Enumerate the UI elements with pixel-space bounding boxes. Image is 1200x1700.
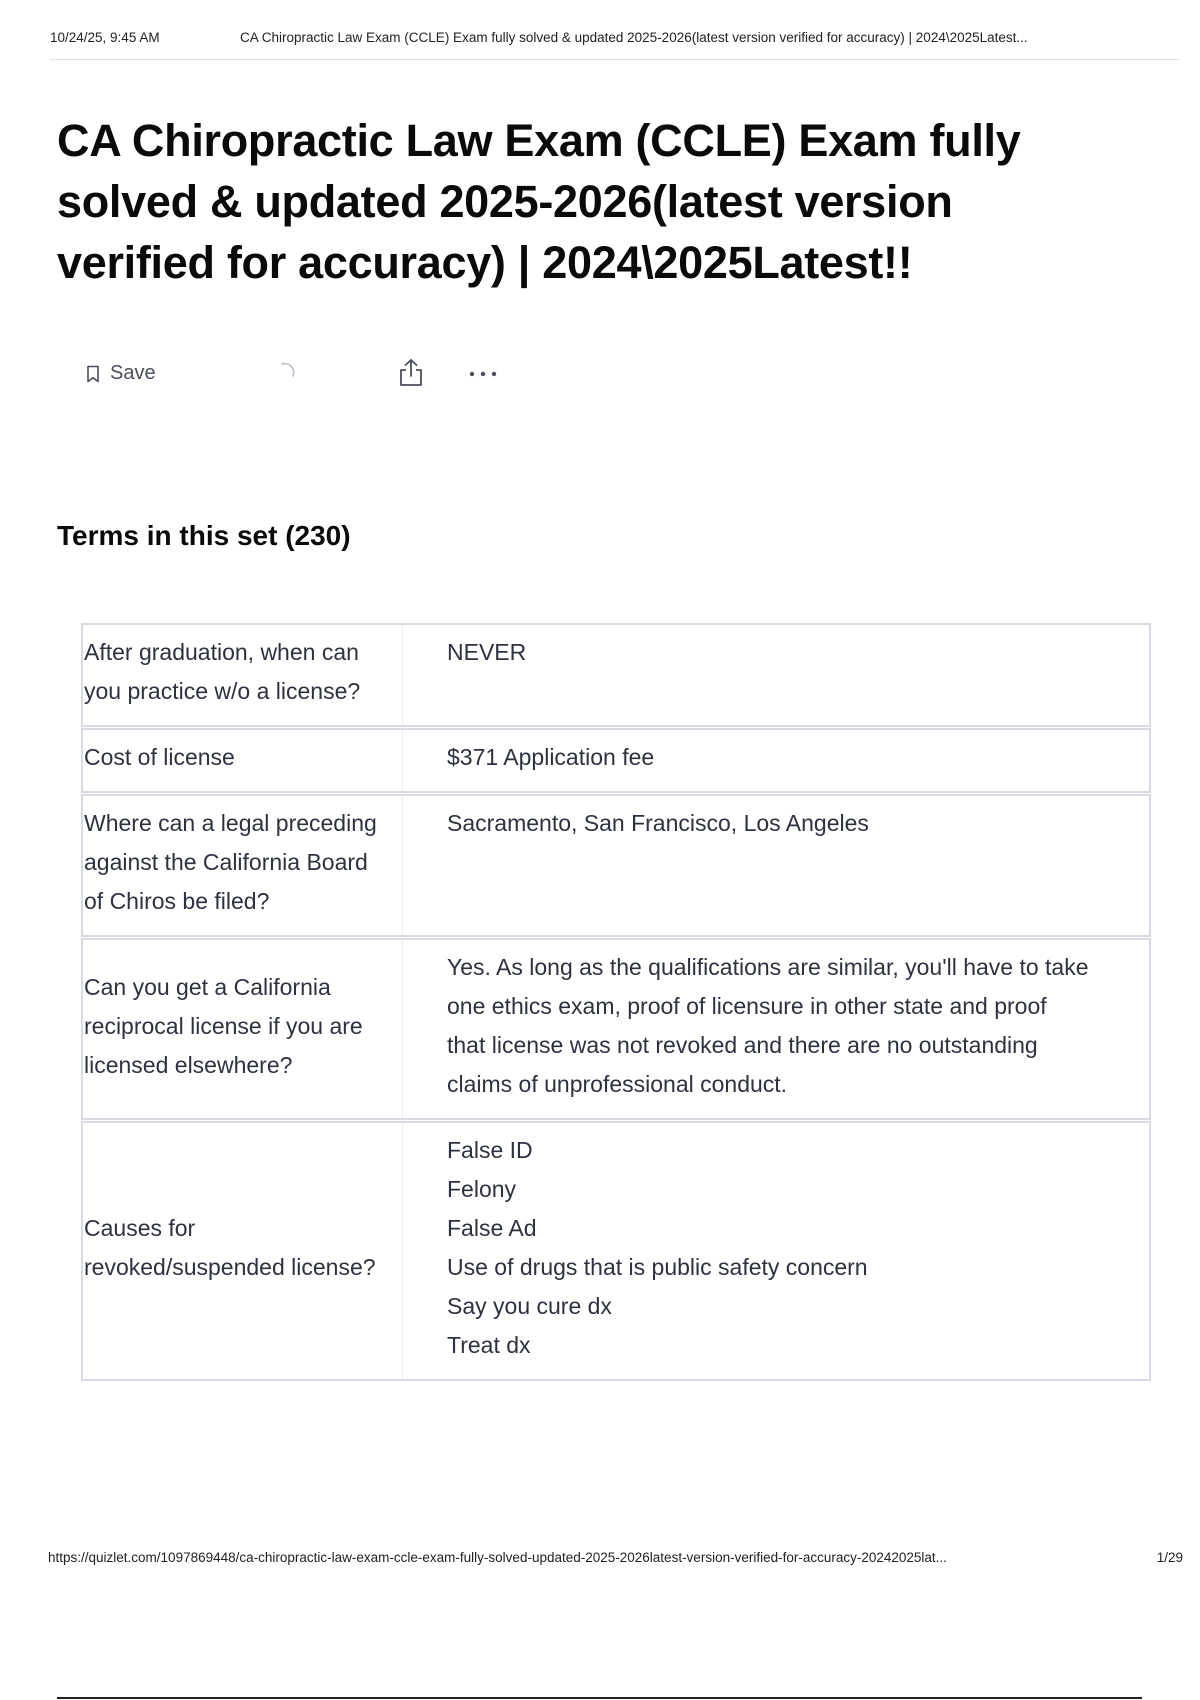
definition-line: NEVER	[447, 639, 527, 665]
page-title: CA Chiropractic Law Exam (CCLE) Exam fully solved & updated 2025-2026(latest version verified for accuracy) | 2024\2025Latest!!	[57, 115, 1021, 288]
definition-line: Yes. As long as the qualifications are similar, you'll have to take one ethics exam, proof of licensure in other state and proof that license was not revoked and there are no outstanding claims of unprofessional conduct.	[447, 954, 1089, 1097]
definition-line: Say you cure dx	[447, 1293, 612, 1319]
term-card[interactable]	[81, 728, 1151, 793]
share-icon[interactable]	[398, 358, 424, 393]
definition-line: Use of drugs that is public safety concern	[447, 1254, 868, 1280]
definition-line: False ID	[447, 1137, 533, 1163]
term-card[interactable]	[81, 794, 1151, 937]
definition-text	[403, 796, 1149, 935]
term-card[interactable]	[81, 623, 1151, 727]
term-text: After graduation, when can you practice w/o a license?	[83, 625, 403, 725]
definition-text	[403, 625, 1149, 725]
page-number: 1/29	[1156, 1550, 1183, 1565]
terms-list	[81, 623, 1151, 1382]
print-date: 10/24/25, 9:45 AM	[50, 30, 160, 45]
print-url: https://quizlet.com/1097869448/ca-chiropractic-law-exam-ccle-exam-fully-solved-updated-2025-2026latest-version-verified-for-accuracy-20242025lat...	[48, 1550, 947, 1565]
term-card[interactable]	[81, 938, 1151, 1120]
action-bar	[86, 358, 606, 394]
definition-line: Sacramento, San Francisco, Los Angeles	[447, 810, 869, 836]
print-header	[50, 30, 1180, 60]
term-text: Causes for revoked/suspended license?	[83, 1123, 403, 1379]
term-text: Where can a legal preceding against the California Board of Chiros be filed?	[83, 796, 403, 935]
save-label: Save	[110, 362, 156, 384]
term-text: Can you get a California reciprocal license if you are licensed elsewhere?	[83, 940, 403, 1118]
definition-line: Treat dx	[447, 1332, 531, 1358]
page-divider	[57, 1697, 1142, 1699]
definition-text	[403, 940, 1149, 1118]
term-card[interactable]	[81, 1121, 1151, 1381]
spinner-icon	[274, 360, 298, 389]
save-button[interactable]	[86, 362, 156, 385]
definition-line: False Ad	[447, 1215, 537, 1241]
more-icon[interactable]	[468, 360, 498, 380]
definition-text	[403, 1123, 1149, 1379]
definition-line: $371 Application fee	[447, 744, 655, 770]
definition-line: Felony	[447, 1176, 517, 1202]
print-document-title: CA Chiropractic Law Exam (CCLE) Exam fully solved & updated 2025-2026(latest version verified for accuracy) | 2024\2025Latest...	[240, 30, 1028, 45]
term-text: Cost of license	[83, 730, 403, 791]
bookmark-icon	[86, 365, 100, 383]
terms-heading: Terms in this set (230)	[57, 520, 351, 551]
definition-text	[403, 730, 1149, 791]
